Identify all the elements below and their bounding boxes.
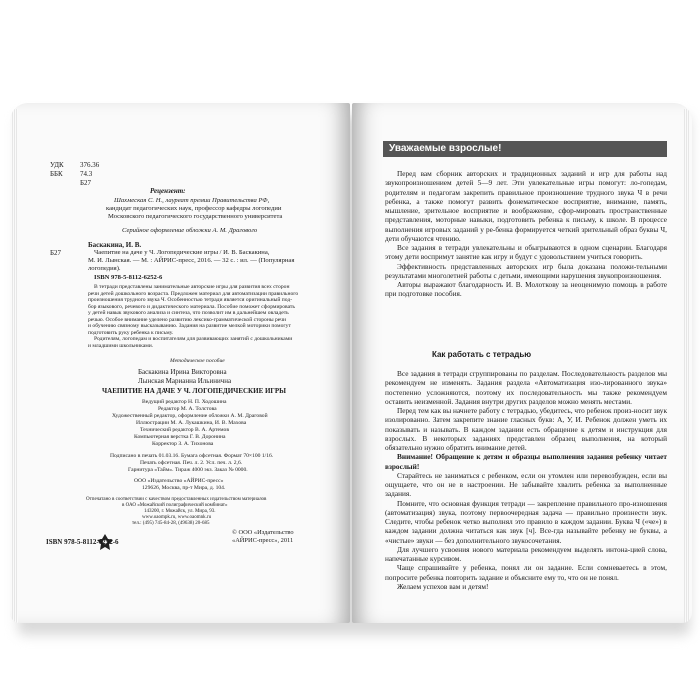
right-page (352, 103, 692, 623)
book-title: ЧАЕПИТИЕ НА ДАЧЕ У Ч. ЛОГОПЕДИЧЕСКИЕ ИГРЫ (102, 387, 287, 395)
paragraph: Все задания в тетради увлекательны и обыгрываются в одном сценарии. Благодаря этому дети воспримут занятие как игру и будут с удовольствием учиться говорить. (385, 243, 667, 262)
isbn-bottom: ISBN 978-5-8112-6252-6 (46, 538, 119, 546)
author-2: Лынская Марианна Ильинична (138, 377, 232, 385)
print-line: Печать офсетная. Печ. л. 2. Усл. печ. л. 2,6. (140, 460, 243, 466)
catalog-b27: Б27 (50, 249, 62, 257)
publisher-line: ООО «Издательство «АЙРИС-пресс» (134, 478, 224, 484)
paragraph: Перед тем как вы начнете работу с тетрадью, убедитесь, что ребенок произ-носит звук изолированно. Затем закрепите знание гласных букв: А, У, И. Ребенок должен уметь их показывать и называть. В каждом задании есть обращение к детям и инструкция для взрослых. В некоторых заданиях представлен образец выполнения, на который обязательно нужно обратить внимание детей. (385, 406, 667, 452)
section-subheading: Как работать с тетрадью (432, 350, 532, 359)
paragraph: Старайтесь не заниматься с ребенком, если он утомлен или перевозбужден, если вы ощущаете, что он не в настроении. Не забывайте хвалить ребенка за выполненные задания. (385, 470, 667, 499)
abstract-line: и младшими школьниками. (88, 342, 154, 349)
printer-line: www.oaompk.ru, www.oaomnk.ru (142, 515, 212, 520)
copyright-line-2: «АЙРИС-пресс», 2011 (232, 537, 294, 544)
credit-line: Художественный редактор, оформление обложки А. М. Драговой (112, 413, 268, 419)
paragraph: Помните, что основная функция тетради — закрепление правильного про-изношения (автоматизация) звука, поэтому первоочередная задача — правильно произнести звук. Следите, чтобы ребенок четко выполнял это правило в каждом задании. Буква Ч («че») в каждом задании должна читаться как звук [ч]. Все-гда называйте ребенку не буквы, а «чистые» звуки — без дополнительного звукосочетания. (385, 498, 667, 545)
catalog-author: Баскакина, И. В. (88, 241, 142, 249)
udk-label: УДК (50, 161, 64, 169)
abstract-line: произношения трудного звука Ч. Особенностью тетради является оригинальный под- (88, 297, 293, 303)
credit-line: Корректор З. А. Тихонова (152, 441, 214, 447)
reviewer-line-3: Московского педагогического государственного университета (108, 213, 283, 220)
page-heading: Уважаемые взрослые! (383, 141, 667, 157)
udk-value: 376.36 (80, 161, 100, 169)
work-text (385, 369, 667, 591)
open-book (10, 103, 692, 625)
paragraph: Эффективность представленных авторских игр была доказана положи-тельными результатами многолетней работы с детьми, имеющими нарушения звукопроизношения. (385, 261, 667, 280)
reviewer-line-2: кандидат педагогических наук, профессор кафедры логопедии (106, 205, 282, 212)
publisher-line: 129626, Москва, пр-т Мира, д. 104. (142, 485, 226, 491)
bbk-label: ББК (50, 170, 63, 178)
credit-line: Редактор М. А. Толстова (158, 406, 217, 412)
credit-line: Иллюстрации М. А. Лукашкина, И. В. Махова (136, 420, 247, 426)
reviewer-line-1: Шахмеская С. Н., лауреат премии Правительства РФ, (114, 197, 270, 204)
paragraph: Перед вам сборник авторских и традиционных заданий и игр для работы над звукопроизношением детей 5—9 лет. Эти увлекательные игры помогут: ло-гопедам, родителям и педагогам закрепить правильное произношение трудного звука Ч в речи ребенка, а также помогут развить фонематическое восприятие, внимание, память, мышление, зрительное восприятие и воображение, сфор-мировать пространственные представления, моторные навыки, подготовить ребенка к письму, к школе. В процессе выполнения игровых заданий у ре-бенка формируется четкий зрительный образ буквы Ч, дети обучаются чтению. (385, 169, 667, 243)
paragraph: Авторы выражают благодарность И. В. Молоткову за неоценимую помощь в работе при подготовке пособия. (385, 280, 667, 299)
b27-code: Б27 (80, 179, 92, 187)
credit-line: Компьютерная верстка Г. В. Доронина (134, 434, 226, 440)
paragraph: Желаем успехов вам и детям! (397, 581, 489, 591)
abstract-line: у детей навык звукового анализа и синтеза, что позволит им в дальнейшем овладеть (88, 310, 289, 316)
catalog-isbn: ISBN 978-5-8112-6252-6 (94, 274, 163, 281)
bbk-value: 74.3 (80, 170, 93, 178)
abstract-line: и обучению связному высказыванию. Задания на развитие мелкой моторики помогут (88, 323, 291, 329)
reviewer-title: Рецензент: (150, 187, 186, 195)
copyright-line-1: © ООО «Издательство (232, 529, 294, 536)
abstract-line: Родителям, логопедам и воспитателям для развивающих занятий с дошкольниками (94, 336, 293, 342)
print-line: Подписано в печать 01.03.16. Бумага офсетная. Формат 70×100 1/16. (110, 453, 274, 459)
abstract-line: бор языкового, речевого и дидактического материала. Пособие поможет сформировать (88, 303, 295, 310)
catalog-line-2: М. И. Лынская. — М. : АЙРИС-пресс, 2016. — 32 с. : ил. — (Популярная (88, 257, 295, 264)
edition-type: Методическое пособие (170, 358, 225, 364)
intro-text (385, 169, 667, 299)
print-line: Гарнитура «Тайм». Тираж 4000 экз. Заказ № 0000. (128, 467, 248, 473)
printer-line: тел.: (495) 745-84-28, (49638) 20-685 (132, 521, 210, 526)
credit-line: Технический редактор В. А. Артемов (140, 427, 229, 433)
left-page (10, 103, 350, 623)
author-1: Баскакина Ирина Викторовна (138, 368, 227, 376)
warning-paragraph: Внимание! Обращение к детям и образцы выполнения задания ребенку читает взрослый! (385, 452, 667, 471)
printer-line: 143200, г. Можайск, ул. Мира, 93. (144, 509, 216, 514)
paragraph: Чаще спрашивайте у ребенка, понял ли он задание. Если сомневаетесь в этом, попросите ребенка повторить задание и объясните ему то, что он не понял. (385, 563, 667, 582)
page-edge (684, 109, 690, 623)
paragraph: Для лучшего усвоения нового материала рекомендуем выделять интона-цией слова, напечатанные курсивом. (385, 544, 667, 563)
paragraph: Все задания в тетради сгруппированы по разделам. Последовательность разделов мы рекомендуем не изменять. Задания раздела «Автоматизация изо-лированного звука» постепенно усложняются, поэтому их последовательность мы также рекомендуем оставить неизменной. Задания внутри других разделов можно менять местами. (385, 369, 667, 406)
abstract-line: речью. Особое внимание уделено развитию лексико-грамматической стороны речи (88, 316, 286, 323)
abstract-line: речи детей дошкольного возраста. Предложен материал для автоматизации правильного (88, 290, 299, 297)
catalog-line-3: логопедия). (88, 265, 121, 272)
page-edge (12, 109, 18, 623)
cover-design-credit: Серийное оформление обложки А. М. Драгового (122, 227, 258, 234)
catalog-line-1: Чаепитие на даче у Ч. Логопедические игры / И. В. Баскакина, (94, 249, 270, 256)
printer-line: Отпечатано в соответствии с качеством предоставленных издательством материалов (86, 497, 267, 502)
abstract-line: В тетради представлены занимательные авторские игры для развития всех сторон (94, 284, 290, 290)
abstract-line: подготовить руку ребенка к письму. (88, 329, 174, 336)
printer-line: в ОАО «Можайский полиграфический комбинат» (122, 503, 228, 508)
credit-line: Ведущий редактор Н. П. Ходошина (142, 399, 227, 405)
